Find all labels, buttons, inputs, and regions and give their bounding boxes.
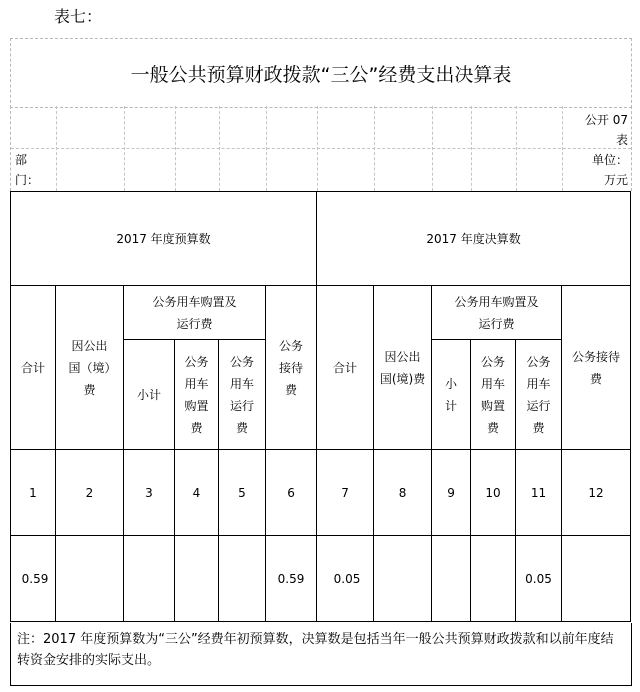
header-vehicle-final: 公务用车购置及运行费 (432, 286, 562, 340)
header-abroad-budget: 因公出国（境）费 (56, 286, 124, 450)
value-purchase-final (471, 536, 516, 622)
group-header-row (11, 192, 631, 286)
table-number-label: 表七： (54, 7, 103, 26)
value-reception-budget: 0.59 (266, 536, 317, 622)
header-subtotal-final: 小计 (432, 340, 471, 450)
header-subtotal-budget: 小计 (124, 340, 175, 450)
unit-label: 单位： 万元 (591, 153, 628, 187)
grid-guides (10, 106, 632, 191)
header-reception-budget: 公务接待费 (266, 286, 317, 450)
index-cell: 4 (175, 450, 219, 536)
value-reception-final (562, 536, 631, 622)
value-purchase-budget (175, 536, 219, 622)
index-cell: 9 (432, 450, 471, 536)
header-abroad-final: 因公出国(境)费 (374, 286, 432, 450)
footnote: 注：2017 年度预算数为“三公”经费年初预算数，决算数是包括当年一般公共预算财政拨款和以前年度结转资金安排的实际支出。 (10, 623, 632, 686)
header-purchase-budget: 公务用车购置费 (175, 340, 219, 450)
value-subtotal-final (432, 536, 471, 622)
header-reception-final: 公务接待费 (562, 286, 631, 450)
index-cell: 2 (56, 450, 124, 536)
expenditure-table (10, 191, 631, 622)
index-cell: 12 (562, 450, 631, 536)
table-title: 一般公共预算财政拨款“三公”经费支出决算表 (10, 38, 632, 108)
header-purchase-final: 公务用车购置费 (471, 340, 516, 450)
value-abroad-budget (56, 536, 124, 622)
index-cell: 8 (374, 450, 432, 536)
value-operation-final: 0.05 (516, 536, 562, 622)
value-subtotal-budget (124, 536, 175, 622)
header-total-budget: 合计 (11, 286, 56, 450)
form-number: 公开 07 表 (584, 113, 628, 147)
index-cell: 6 (266, 450, 317, 536)
value-total-budget: 0.59 (11, 536, 56, 622)
header-total-final: 合计 (317, 286, 374, 450)
budget-group-header: 2017 年度预算数 (11, 192, 317, 286)
header-operation-final: 公务用车运行费 (516, 340, 562, 450)
index-cell: 1 (11, 450, 56, 536)
index-cell: 3 (124, 450, 175, 536)
index-row (11, 450, 631, 536)
value-operation-budget (219, 536, 266, 622)
department-label: 部 门： (15, 153, 40, 187)
index-cell: 10 (471, 450, 516, 536)
header-operation-budget: 公务用车运行费 (219, 340, 266, 450)
header-vehicle-budget: 公务用车购置及运行费 (124, 286, 266, 340)
value-row (11, 536, 631, 622)
index-cell: 11 (516, 450, 562, 536)
value-abroad-final (374, 536, 432, 622)
final-group-header: 2017 年度决算数 (317, 192, 631, 286)
index-cell: 7 (317, 450, 374, 536)
column-header-row (11, 286, 631, 340)
index-cell: 5 (219, 450, 266, 536)
value-total-final: 0.05 (317, 536, 374, 622)
